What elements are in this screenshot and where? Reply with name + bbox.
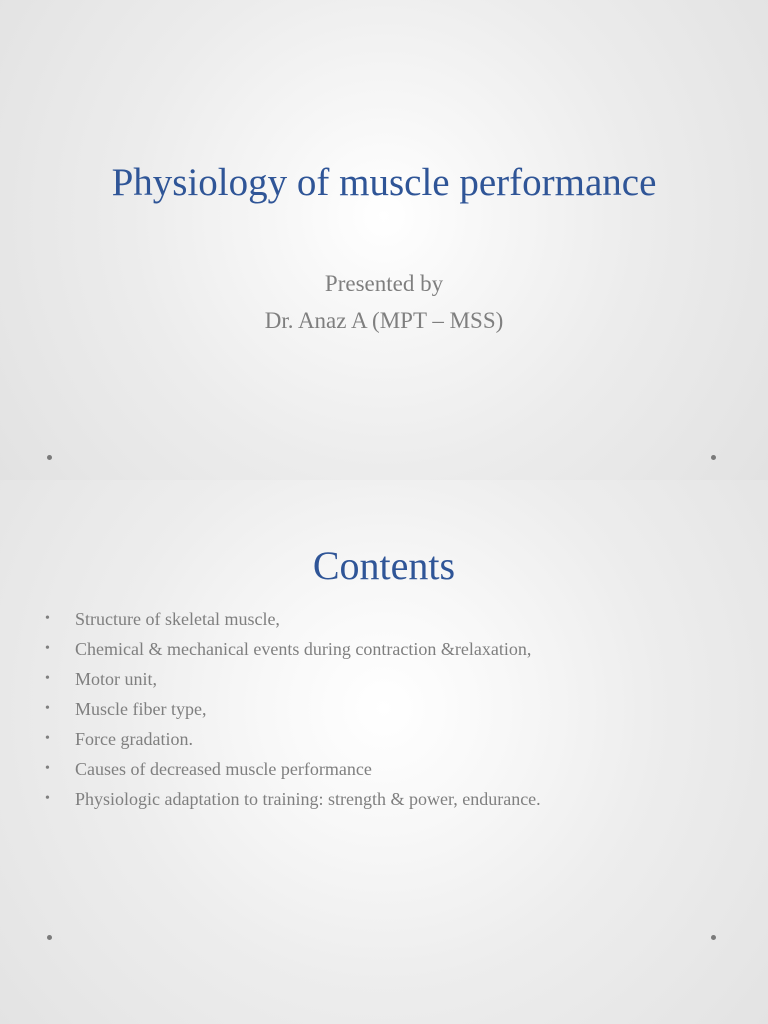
- bullet-icon: •: [45, 611, 50, 626]
- separator-dot-bottom-left: [47, 935, 52, 940]
- contents-title: Contents: [312, 543, 456, 588]
- contents-slide: [0, 480, 768, 1024]
- bullet-icon: •: [45, 731, 50, 746]
- list-item-text: Muscle fiber type,: [75, 699, 207, 719]
- presenter-label: Presented by: [324, 271, 444, 296]
- list-item-text: Physiologic adaptation to training: strength & power, endurance.: [75, 789, 541, 809]
- contents-list: [45, 604, 541, 814]
- bullet-icon: •: [45, 761, 50, 776]
- list-item: [45, 754, 541, 784]
- list-item-text: Force gradation.: [75, 729, 193, 749]
- presenter-name: Dr. Anaz A (MPT – MSS): [264, 308, 504, 333]
- list-item: [45, 784, 541, 814]
- separator-dot-top-right: [711, 455, 716, 460]
- list-item: [45, 694, 541, 724]
- list-item: [45, 664, 541, 694]
- slide-title: Physiology of muscle performance: [111, 161, 657, 204]
- title-slide: [0, 0, 768, 480]
- bullet-icon: •: [45, 791, 50, 806]
- separator-dot-top-left: [47, 455, 52, 460]
- list-item: [45, 604, 541, 634]
- list-item-text: Structure of skeletal muscle,: [75, 609, 280, 629]
- separator-dot-bottom-right: [711, 935, 716, 940]
- list-item-text: Chemical & mechanical events during contraction &relaxation,: [75, 639, 532, 659]
- list-item-text: Motor unit,: [75, 669, 158, 689]
- list-item: [45, 634, 541, 664]
- bullet-icon: •: [45, 671, 50, 686]
- bullet-icon: •: [45, 701, 50, 716]
- list-item: [45, 724, 541, 754]
- list-item-text: Causes of decreased muscle performance: [75, 759, 372, 779]
- bullet-icon: •: [45, 641, 50, 656]
